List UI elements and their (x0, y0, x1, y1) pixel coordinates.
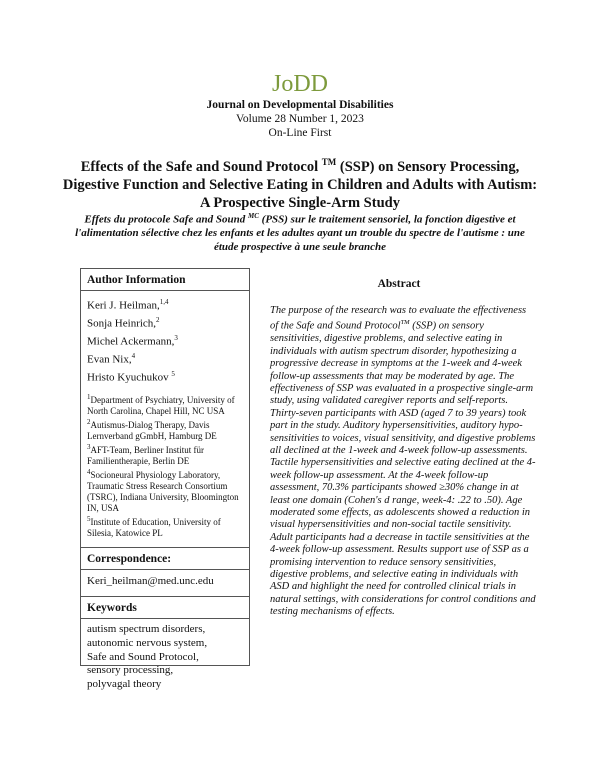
author-item: Evan Nix,$^4$ (87, 352, 136, 366)
abstract-trademark: TM (400, 319, 410, 327)
divider (81, 290, 249, 291)
correspondence-email[interactable]: Keri_heilman@med.unc.edu (87, 575, 214, 588)
journal-volume: Volume 28 Number 1, 2023 (236, 113, 364, 125)
author-info-heading: Author Information (87, 274, 186, 286)
keyword-item: Safe and Sound Protocol, (87, 650, 199, 663)
divider (81, 547, 249, 548)
trademark-mark: TM (321, 157, 337, 167)
keyword-item: autonomic nervous system, (87, 636, 208, 649)
abstract-text: The purpose of the research was to evaluate the effectiveness of the Safe and Sound Protocol™ (SSP) on sensory sensitivities, digestive problems, and selective eating in individuals with autism spectrum disorder, hypothesizing a progressive decrease in symptoms at the 1-week and 4-week follow-up assessments that may be moderated by age. The effectiveness of SSP was evaluated in a prospective single-arm study, using validated caregiver reports and self-reports. Thirty-seven participants with ASD (aged 7 to 39 years) took part in the study. Auditory hypersensitivities, auditory hypo-sensitivities to voices, visual sensitivity, and digestive problems all declined at the 1-week and 4-week follow-up assessments. Tactile hypersensitivities and selective eating declined at the 4-week follow-up assessment. At the 4-week follow-up assessment, 70.3% participants showed ≥30% change in at least one domain (Cohen's d range, week-4: .22 to .50). Age moderated some effects, as adolescents showed a reduction in visual hypersensitivities and non-social tactile sensitivity. Adult participants had a decrease in tactile sensitivities at the 4-week follow-up assessment. Results support use of SSP as a promising intervention to reduce sensory sensitivities, digestive problems, and selective eating in individuals with ASD and highlight the need for controlled clinical trials in natural settings, with considerations for control conditions and testing mechanisms of effects. (270, 305, 536, 618)
author-info-box (80, 268, 250, 690)
journal-header (0, 70, 600, 140)
keywords-heading: Keywords (87, 602, 137, 615)
correspondence-heading: Correspondence: (87, 553, 172, 566)
title-part2: (SSP) on Sensory Processing, Digestive Function and Selective Eating in Children and Adults with Autism: A Prospective Single-Arm Study (62, 158, 538, 211)
author-item: Keri J. Heilman,$^{1,4}$ (87, 298, 169, 312)
french-title-part2: (PSS) sur le traitement sensoriel, la fonction digestive et l'alimentation sélective chez les enfants et les adultes ayant un trouble du spectre de l'autisme : une étude prospective à une seule branche (75, 213, 525, 253)
article-title (62, 153, 538, 212)
french-title (70, 210, 530, 254)
title-part1: Effects of the Safe and Sound Protocol (80, 158, 319, 175)
divider (81, 596, 249, 597)
keyword-item: autism spectrum disorders, (87, 623, 206, 636)
journal-logo: JoDD (271, 71, 328, 97)
french-title-part1: Effets du protocole Safe and Sound (84, 213, 246, 226)
affiliation-item: $^1$Department of Psychiatry, University of North Carolina, Chapel Hill, NC USA (87, 393, 235, 417)
author-item: Hristo Kyuchukov $^5$ (87, 370, 175, 384)
keyword-item: sensory processing, (87, 664, 174, 677)
affiliation-list (87, 392, 243, 539)
journal-name: Journal on Developmental Disabilities (206, 99, 394, 111)
author-list (87, 295, 243, 385)
author-item: Michel Ackermann,$^3$ (87, 334, 178, 348)
author-item: Sonja Heinrich,$^2$ (87, 316, 160, 330)
keyword-list (87, 623, 243, 691)
affiliation-item: $^5$Institute of Education, University of Silesia, Katowice PL (87, 515, 221, 539)
divider (81, 618, 249, 619)
affiliation-item: $^4$Socioneural Physiology Laboratory, Traumatic Stress Research Consortium (TSRC), Indiana University, Bloomington IN, USA (87, 468, 239, 514)
affiliation-item: $^2$Autismus-Dialog Therapy, Davis Lernverband gGmbH, Hamburg DE (87, 418, 217, 442)
abstract-heading: Abstract (377, 278, 421, 290)
affiliation-item: $^3$AFT-Team, Berliner Institut für Familientherapie, Berlin DE (87, 443, 205, 467)
keyword-item: polyvagal theory (87, 677, 162, 690)
journal-status: On-Line First (268, 127, 332, 139)
divider (81, 569, 249, 570)
mc-mark: MC (248, 212, 259, 220)
